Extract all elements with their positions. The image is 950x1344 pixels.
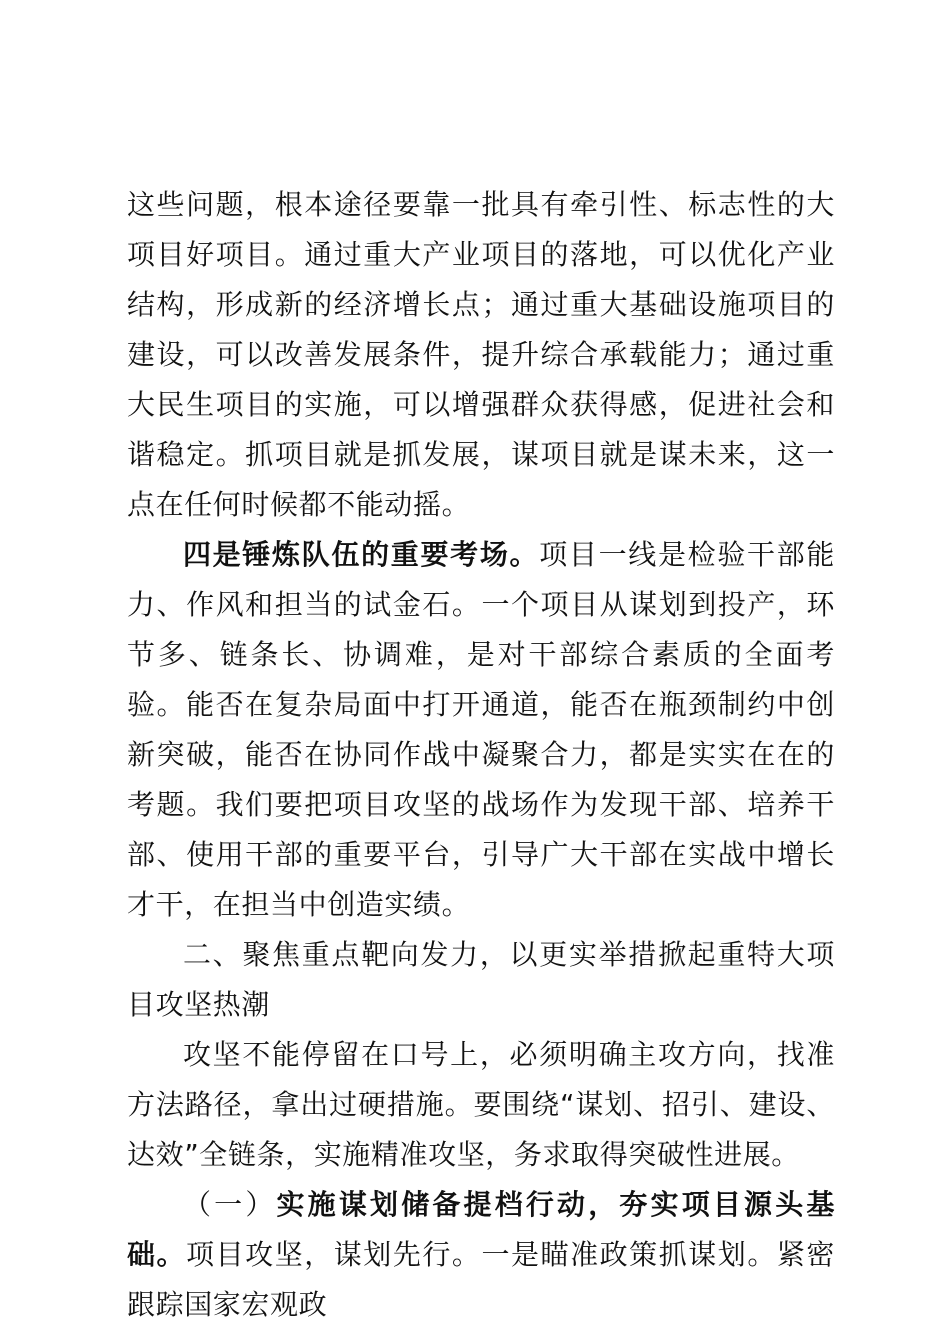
paragraph-text: 项目一线是检验干部能力、作风和担当的试金石。一个项目从谋划到投产，环节多、链条长、协调难，是对干部综合素质的全面考验。能否在复杂局面中打开通道，能否在瓶颈制约中创新突破，能否在协同作战中凝聚合力，都是实实在在的考题。我们要把项目攻坚的战场作为发现干部、培养干部、使用干部的重要平台，引导广大干部在实战中增长才干，在担当中创造实绩。 — [127, 538, 835, 921]
subsection-prefix: （一） — [183, 1188, 277, 1221]
paragraph-project-importance — [127, 180, 835, 530]
document-page — [127, 180, 835, 1330]
paragraph-bold-lead: 四是锤炼队伍的重要考场。 — [183, 538, 540, 571]
section-heading-2 — [127, 930, 835, 1030]
paragraph-text: 项目攻坚，谋划先行。一是瞄准政策抓谋划。紧密跟踪国家宏观政 — [127, 1238, 835, 1321]
paragraph-section-intro — [127, 1030, 835, 1180]
paragraph-subsection-1 — [127, 1180, 835, 1330]
section-heading-text: 二、聚焦重点靶向发力，以更实举措掀起重特大项目攻坚热潮 — [127, 938, 835, 1021]
paragraph-text: 攻坚不能停留在口号上，必须明确主攻方向，找准方法路径，拿出过硬措施。要围绕“谋划、招引、建设、达效”全链条，实施精准攻坚，务求取得突破性进展。 — [127, 1038, 835, 1171]
paragraph-team-training — [127, 530, 835, 930]
paragraph-bold-lead: 实施谋划储备提档行动，夯实项目源头基础。 — [127, 1188, 835, 1271]
paragraph-text: 这些问题，根本途径要靠一批具有牵引性、标志性的大项目好项目。通过重大产业项目的落地，可以优化产业结构，形成新的经济增长点；通过重大基础设施项目的建设，可以改善发展条件，提升综合承载能力；通过重大民生项目的实施，可以增强群众获得感，促进社会和谐稳定。抓项目就是抓发展，谋项目就是谋未来，这一点在任何时候都不能动摇。 — [127, 188, 835, 521]
